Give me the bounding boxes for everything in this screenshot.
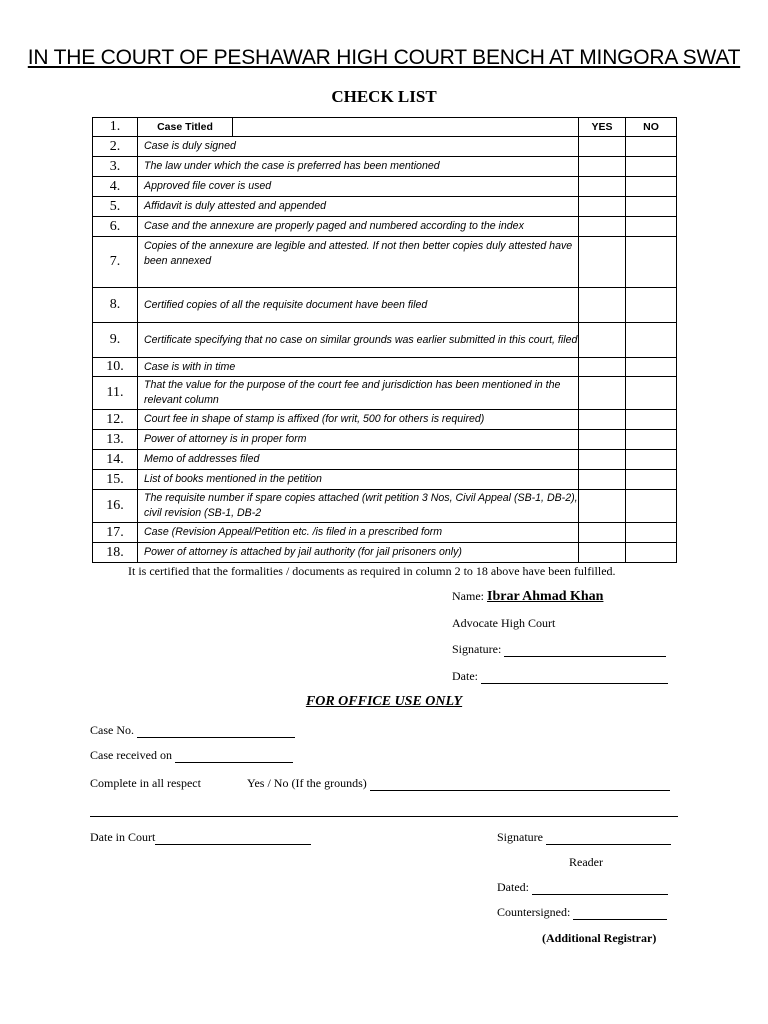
yes-checkbox-cell[interactable] (579, 430, 626, 450)
no-checkbox-cell[interactable] (626, 543, 677, 563)
advocate-signature-line (452, 642, 666, 657)
no-checkbox-cell[interactable] (626, 358, 677, 377)
row-number: 13. (93, 430, 138, 450)
row-number: 1. (93, 118, 138, 137)
no-checkbox-cell[interactable] (626, 197, 677, 217)
row-description: The requisite number if spare copies attached (writ petition 3 Nos, Civil Appeal (SB-1, DB-2), civil revision (SB-1, DB-2 (138, 490, 579, 523)
table-row (93, 288, 677, 323)
case-titled-field[interactable] (233, 118, 579, 137)
countersigned-label: Countersigned: (497, 905, 571, 919)
yes-checkbox-cell[interactable] (579, 197, 626, 217)
complete-label: Complete in all respect (90, 776, 201, 790)
yes-checkbox-cell[interactable] (579, 137, 626, 157)
no-checkbox-cell[interactable] (626, 450, 677, 470)
table-row (93, 430, 677, 450)
row-description: That the value for the purpose of the court fee and jurisdiction has been mentioned in the relevant column (138, 377, 579, 410)
row-description: Approved file cover is used (138, 177, 579, 197)
row-number: 8. (93, 288, 138, 323)
row-number: 4. (93, 177, 138, 197)
name-label: Name: (452, 589, 484, 603)
yes-no-line (247, 776, 670, 791)
advocate-name-line (452, 589, 603, 605)
table-row (93, 118, 677, 137)
row-description: Affidavit is duly attested and appended (138, 197, 579, 217)
table-row (93, 237, 677, 288)
row-description: Certified copies of all the requisite document have been filed (138, 288, 579, 323)
no-checkbox-cell[interactable] (626, 157, 677, 177)
table-row (93, 377, 677, 410)
case-received-label: Case received on (90, 748, 172, 762)
checklist-table (92, 117, 677, 563)
office-use-heading: FOR OFFICE USE ONLY (305, 694, 463, 709)
no-checkbox-cell[interactable] (626, 523, 677, 543)
yes-checkbox-cell[interactable] (579, 237, 626, 288)
row-number: 6. (93, 217, 138, 237)
row-number: 9. (93, 323, 138, 358)
date-in-court-label: Date in Court (90, 830, 156, 844)
table-row (93, 358, 677, 377)
yes-checkbox-cell[interactable] (579, 177, 626, 197)
no-checkbox-cell[interactable] (626, 377, 677, 410)
countersigned-line (497, 905, 667, 920)
row-description: Court fee in shape of stamp is affixed (for writ, 500 for others is required) (138, 410, 579, 430)
no-checkbox-cell[interactable] (626, 177, 677, 197)
table-row (93, 197, 677, 217)
date-field[interactable] (481, 671, 668, 684)
row-number: 18. (93, 543, 138, 563)
signature-field[interactable] (504, 644, 666, 657)
table-row (93, 470, 677, 490)
yes-checkbox-cell[interactable] (579, 523, 626, 543)
yes-checkbox-cell[interactable] (579, 323, 626, 358)
case-no-field[interactable] (137, 725, 295, 738)
row-description: List of books mentioned in the petition (138, 470, 579, 490)
court-title: IN THE COURT OF PESHAWAR HIGH COURT BENCH AT MINGORA SWAT (27, 46, 741, 69)
table-row (93, 217, 677, 237)
row-number: 17. (93, 523, 138, 543)
case-received-line (90, 748, 293, 763)
row-number: 5. (93, 197, 138, 217)
row-number: 10. (93, 358, 138, 377)
row-description: Certificate specifying that no case on similar grounds was earlier submitted in this court, filed (138, 323, 579, 358)
dated-field[interactable] (532, 882, 668, 895)
no-checkbox-cell[interactable] (626, 410, 677, 430)
case-received-field[interactable] (175, 750, 293, 763)
no-checkbox-cell[interactable] (626, 470, 677, 490)
no-checkbox-cell[interactable] (626, 323, 677, 358)
yes-column-header: YES (579, 118, 626, 137)
table-row (93, 543, 677, 563)
row-description: Copies of the annexure are legible and attested. If not then better copies duly attested have been annexed (138, 237, 579, 288)
table-row (93, 523, 677, 543)
date-label: Date: (452, 669, 478, 683)
row-number: 12. (93, 410, 138, 430)
row-description: Case is duly signed (138, 137, 579, 157)
row-description: Power of attorney is in proper form (138, 430, 579, 450)
row-description: The law under which the case is preferred has been mentioned (138, 157, 579, 177)
certification-text: It is certified that the formalities / documents as required in column 2 to 18 above have been fulfilled. (128, 564, 616, 578)
yes-no-label: Yes / No (If the grounds) (247, 776, 367, 790)
no-checkbox-cell[interactable] (626, 237, 677, 288)
yes-checkbox-cell[interactable] (579, 358, 626, 377)
no-checkbox-cell[interactable] (626, 430, 677, 450)
yes-checkbox-cell[interactable] (579, 450, 626, 470)
yes-checkbox-cell[interactable] (579, 490, 626, 523)
row-description: Memo of addresses filed (138, 450, 579, 470)
yes-checkbox-cell[interactable] (579, 543, 626, 563)
table-row (93, 157, 677, 177)
row-description: Power of attorney is attached by jail authority (for jail prisoners only) (138, 543, 579, 563)
case-no-label: Case No. (90, 723, 134, 737)
yes-checkbox-cell[interactable] (579, 377, 626, 410)
grounds-field[interactable] (370, 778, 670, 791)
advocate-name: Ibrar Ahmad Khan (487, 589, 604, 604)
date-in-court-field[interactable] (155, 832, 311, 845)
yes-checkbox-cell[interactable] (579, 157, 626, 177)
row-number: 11. (93, 377, 138, 410)
row-number: 2. (93, 137, 138, 157)
case-no-line (90, 723, 295, 738)
office-signature-label: Signature (497, 830, 543, 844)
date-in-court-line (90, 830, 311, 845)
table-row (93, 410, 677, 430)
office-signature-line (497, 830, 671, 845)
yes-checkbox-cell[interactable] (579, 410, 626, 430)
table-row (93, 450, 677, 470)
countersigned-field[interactable] (573, 907, 667, 920)
row-number: 7. (93, 237, 138, 288)
grounds-continuation-line[interactable] (90, 816, 678, 817)
signature-label: Signature: (452, 642, 502, 656)
row-number: 14. (93, 450, 138, 470)
advocate-designation: Advocate High Court (452, 616, 556, 630)
row-description: Case (Revision Appeal/Petition etc. /is filed in a prescribed form (138, 523, 579, 543)
no-checkbox-cell[interactable] (626, 137, 677, 157)
no-column-header: NO (626, 118, 677, 137)
dated-line (497, 880, 668, 895)
row-number: 15. (93, 470, 138, 490)
dated-label: Dated: (497, 880, 529, 894)
table-row (93, 177, 677, 197)
case-titled-label: Case Titled (138, 118, 233, 137)
no-checkbox-cell[interactable] (626, 288, 677, 323)
table-row (93, 323, 677, 358)
office-signature-field[interactable] (546, 832, 671, 845)
row-description: Case is with in time (138, 358, 579, 377)
form-title: CHECK LIST (331, 87, 437, 106)
row-description: Case and the annexure are properly paged and numbered according to the index (138, 217, 579, 237)
table-row (93, 490, 677, 523)
no-checkbox-cell[interactable] (626, 217, 677, 237)
registrar-label: (Additional Registrar) (542, 931, 657, 945)
no-checkbox-cell[interactable] (626, 490, 677, 523)
yes-checkbox-cell[interactable] (579, 470, 626, 490)
row-number: 16. (93, 490, 138, 523)
reader-label: Reader (569, 855, 603, 869)
row-number: 3. (93, 157, 138, 177)
table-row (93, 137, 677, 157)
yes-checkbox-cell[interactable] (579, 217, 626, 237)
yes-checkbox-cell[interactable] (579, 288, 626, 323)
advocate-date-line (452, 669, 668, 684)
